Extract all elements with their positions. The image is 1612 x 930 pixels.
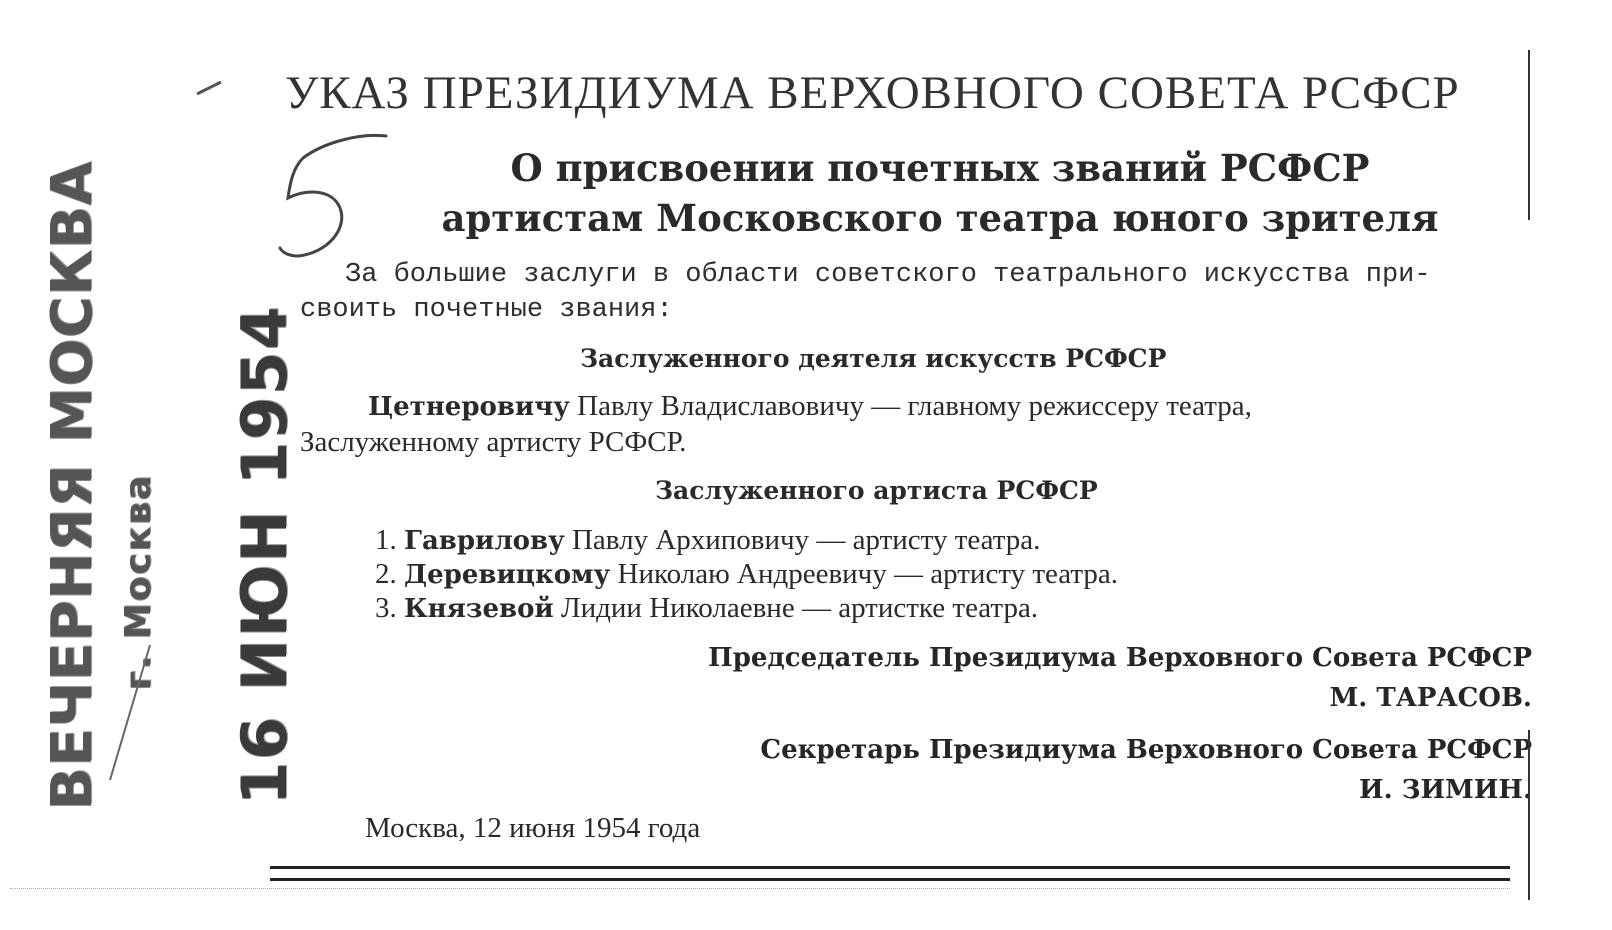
intro-line-2: своить почетные звания: (300, 295, 673, 325)
chairman-name: М. ТАРАСОВ. (1329, 683, 1532, 713)
section-heading-honored-worker: Заслуженного деятеля искусств РСФСР (580, 344, 1167, 373)
secretary-name: И. ЗИМИН. (1359, 775, 1532, 805)
awardee-number: 3. (375, 592, 397, 624)
awardee-name: Гаврилову (404, 526, 565, 556)
awardee-number: 1. (375, 524, 397, 556)
place-and-date: Москва, 12 июня 1954 года (365, 812, 701, 844)
awardee-list-item (375, 592, 1038, 625)
awardee-name: Князевой (404, 594, 554, 624)
chairman-title: Председатель Президиума Верховного Совета РСФСР (708, 643, 1532, 673)
section1-awardee-name: Цетнеровичу (368, 392, 570, 422)
decree-title: УКАЗ ПРЕЗИДИУМА ВЕРХОВНОГО СОВЕТА РСФСР (285, 67, 1460, 119)
awardee-desc: Павлу Архиповичу — артисту театра. (564, 524, 1041, 556)
intro-line-1: За большие заслуги в области советского театрального искусства при- (345, 260, 1431, 290)
bottom-dotted-edge (10, 888, 1510, 889)
awardee-desc: Лидии Николаевне — артистке театра. (553, 592, 1039, 624)
section1-awardee-desc: Павлу Владиславовичу — главному режиссеру театра, (569, 390, 1252, 422)
awardee-name: Деревицкому (404, 560, 611, 590)
section-heading-honored-artist: Заслуженного артиста РСФСР (655, 476, 1098, 505)
awardee-desc: Николаю Андреевичу — артисту театра. (610, 558, 1119, 590)
section1-awardee-line (368, 390, 1252, 423)
right-border-line (1528, 50, 1530, 220)
section1-awardee-line-2: Заслуженному артисту РСФСР. (300, 426, 687, 458)
bottom-rule-2 (270, 878, 1510, 881)
right-border-line-lower (1528, 730, 1530, 900)
awardee-list-item (375, 558, 1118, 591)
newspaper-stamp: ВЕЧЕРНЯЯ МОСКВА (40, 160, 105, 810)
stamp-pen-stroke (100, 640, 160, 790)
city-stamp: г. Москва (118, 473, 159, 690)
decree-subtitle-line-2: артистам Московского театра юного зрителя (441, 196, 1439, 240)
date-stamp: 16 ИЮН 1954 (228, 304, 301, 805)
secretary-title: Секретарь Президиума Верховного Совета РСФСР (760, 735, 1532, 765)
decree-subtitle-line-1: О присвоении почетных званий РСФСР (510, 146, 1370, 190)
bottom-rule-1 (270, 866, 1510, 869)
awardee-number: 2. (375, 558, 397, 590)
stray-mark (195, 78, 225, 98)
awardee-list-item (375, 524, 1040, 557)
